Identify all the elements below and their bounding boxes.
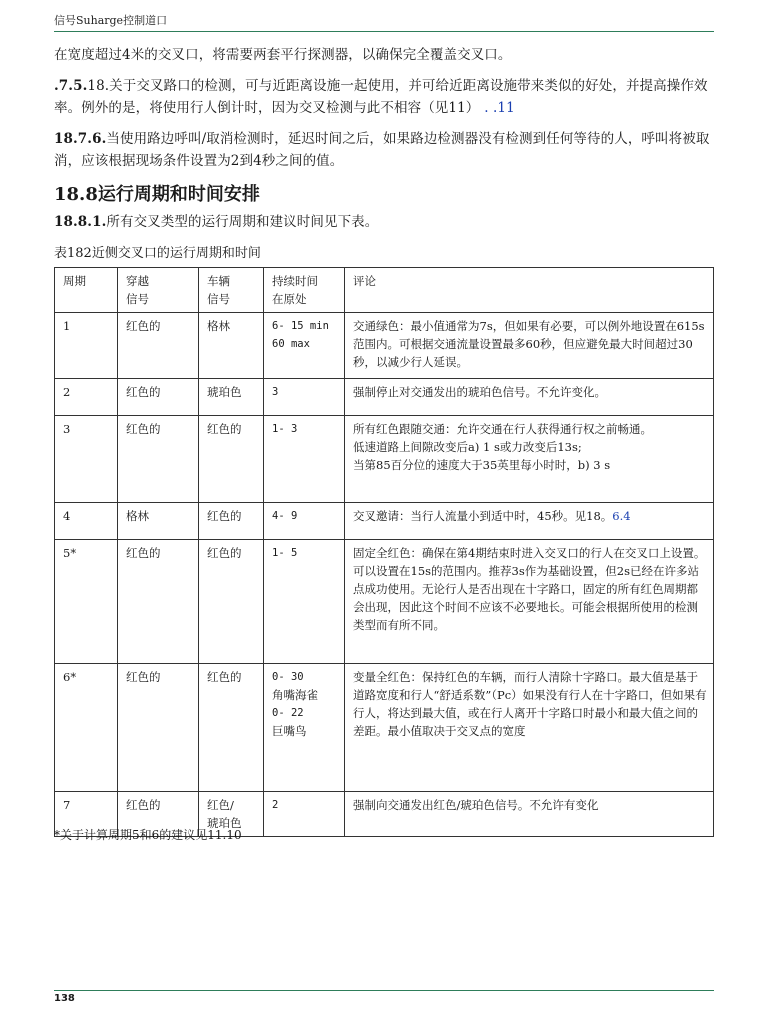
- cross-reference-link[interactable]: 6.4: [612, 509, 631, 523]
- table-header-row: [55, 268, 714, 313]
- cell-vehicle: 红色/ 琥珀色: [199, 792, 264, 837]
- running-header: 信号Suharge控制道口: [54, 14, 168, 27]
- cell-period: 2: [55, 379, 118, 416]
- section-number: 18.8.1.: [54, 214, 107, 230]
- cross-reference-link[interactable]: . .11: [484, 100, 515, 116]
- cell-comment: 强制停止对交通发出的琥珀色信号。不允许变化。: [345, 379, 714, 416]
- paragraph-18-8-1: [54, 211, 714, 233]
- cell-comment: 固定全红色：确保在第4期结束时进入交叉口的行人在交叉口上设置。可以设置在15s的范围内。推荐3s作为基础设置，但2s已经在许多站点成功使用。无论行人是否出现在十字路口，固定的所有红色周期都会出现，因此这个时间不应该不必要地长。可能会根据所使用的检测类型而有所不同。: [345, 540, 714, 664]
- cell-crossing: 格林: [118, 503, 199, 540]
- cell-period: 1: [55, 313, 118, 379]
- cell-crossing: 红色的: [118, 664, 199, 792]
- cell-comment: 变量全红色：保持红色的车辆，而行人清除十字路口。最大值是基于道路宽度和行人“舒适系数”（Pc）如果没有行人在十字路口，但如果有行人，将达到最大值，或在行人离开十字路口时最小和最大值之间的差距。最小值取决于交叉点的宽度: [345, 664, 714, 792]
- table-row: [55, 379, 714, 416]
- header-divider: [54, 31, 714, 32]
- header-duration: 持续时间 在原处: [264, 268, 345, 313]
- cell-crossing: 红色的: [118, 313, 199, 379]
- cell-comment: 所有红色跟随交通：允许交通在行人获得通行权之前畅通。 低速道路上间隙改变后a) 1 s或力改变后13s; 当第85百分位的速度大于35英里每小时时，b) 3 s: [345, 416, 714, 503]
- section-number: .7.5.: [54, 78, 88, 94]
- paragraph-detector-width: 在宽度超过4米的交叉口，将需要两套平行探测器，以确保完全覆盖交叉口。: [54, 47, 512, 63]
- cell-crossing: 红色的: [118, 540, 199, 664]
- header-crossing-signal: 穿越 信号: [118, 268, 199, 313]
- cell-duration: 1- 3: [264, 416, 345, 503]
- table-caption: 表182近侧交叉口的运行周期和时间: [54, 246, 261, 261]
- table-row: [55, 664, 714, 792]
- footer-divider: [54, 990, 714, 991]
- cell-duration: 3: [264, 379, 345, 416]
- header-comment: 评论: [345, 268, 714, 313]
- cell-period: 5*: [55, 540, 118, 664]
- cell-period: 4: [55, 503, 118, 540]
- cell-duration: 4- 9: [264, 503, 345, 540]
- cell-comment: 交叉邀请：当行人流量小到适中时，45秒。见18。6.4: [345, 503, 714, 540]
- cell-period: 7: [55, 792, 118, 837]
- cell-vehicle: 红色的: [199, 503, 264, 540]
- cell-comment: 交通绿色：最小值通常为7s，但如果有必要，可以例外地设置在615s范围内。可根据交通流量设置最多60秒，但应避免最大时间超过30秒，以减少行人延误。: [345, 313, 714, 379]
- page-number: 138: [54, 993, 75, 1004]
- cell-comment: 强制向交通发出红色/琥珀色信号。不允许有变化: [345, 792, 714, 837]
- cell-duration: 1- 5: [264, 540, 345, 664]
- cell-duration: 6- 15 min 60 max: [264, 313, 345, 379]
- section-heading: 18.8运行周期和时间安排: [54, 184, 260, 205]
- cell-duration: 2: [264, 792, 345, 837]
- cell-period: 6*: [55, 664, 118, 792]
- header-period: 周期: [55, 268, 118, 313]
- table-row: [55, 503, 714, 540]
- paragraph-text: 当使用路边呼叫/取消检测时，延迟时间之后，如果路边检测器没有检测到任何等待的人，呼叫将被取消，应该根据现场条件设置为2到4秒之间的值。: [54, 131, 710, 169]
- section-number: 18.7.6.: [54, 131, 107, 147]
- paragraph-text: 所有交叉类型的运行周期和建议时间见下表。: [106, 214, 379, 230]
- cell-vehicle: 红色的: [199, 540, 264, 664]
- paragraph-18-7-6: [54, 128, 714, 172]
- cell-crossing: 红色的: [118, 416, 199, 503]
- cell-period: 3: [55, 416, 118, 503]
- cell-vehicle: 红色的: [199, 664, 264, 792]
- paragraph-text: 18.关于交叉路口的检测，可与近距离设施一起使用，并可给近距离设施带来类似的好处，并提高操作效率。例外的是，将使用行人倒计时，因为交叉检测与此不相容（见11）: [54, 78, 708, 116]
- table-row: [55, 540, 714, 664]
- operating-periods-table: [54, 267, 714, 837]
- table-footnote: *关于计算周期5和6的建议见11.10: [54, 828, 242, 842]
- table-row: [55, 313, 714, 379]
- cell-crossing: 红色的: [118, 379, 199, 416]
- cell-crossing: 红色的: [118, 792, 199, 837]
- cell-duration: 0- 30 角嘴海雀 0- 22 巨嘴鸟: [264, 664, 345, 792]
- table-row: [55, 416, 714, 503]
- paragraph-18-7-5: [54, 75, 714, 119]
- header-vehicle-signal: 车辆 信号: [199, 268, 264, 313]
- cell-vehicle: 琥珀色: [199, 379, 264, 416]
- cell-vehicle: 红色的: [199, 416, 264, 503]
- cell-vehicle: 格林: [199, 313, 264, 379]
